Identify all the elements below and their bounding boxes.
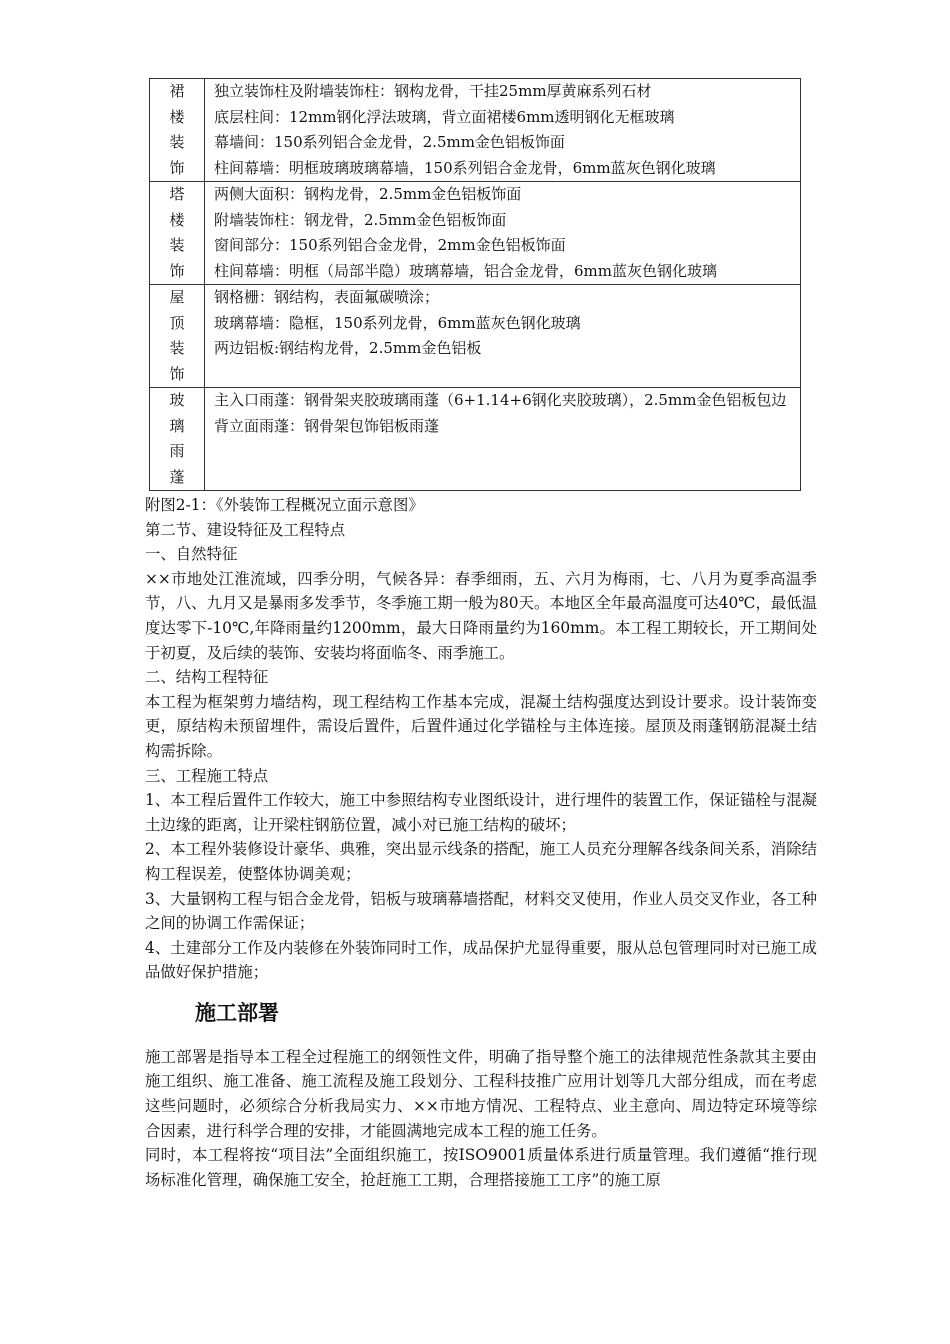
table-row (150, 79, 801, 182)
chapter-heading: 施工部署 (195, 1000, 279, 1025)
table-line: 幕墙间：150系列铝合金龙骨，2.5mm金色铝板饰面 (214, 133, 565, 151)
paragraph: ××市地处江淮流域，四季分明，气候各异：春季细雨，五、六月为梅雨，七、八月为夏季高温季节，八、九月又是暴雨多发季节，冬季施工期一般为80天。本地区全年最高温度可达40℃，最低温度达零下-10℃,年降雨量约1200mm，最大日降雨量约为160mm。本工程工期较长，开工期间处于初夏，及后续的装饰、安装均将面临冬、雨季施工。 (145, 569, 818, 662)
table-line: 独立装饰柱及附墙装饰柱：钢构龙骨，干挂25mm厚黄麻系列石材 (214, 82, 652, 100)
row-header: 塔 楼 装 饰 (150, 182, 205, 285)
table-line: 玻璃幕墙：隐框，150系列龙骨，6mm蓝灰色钢化玻璃 (214, 313, 581, 332)
row-header: 裙 楼 装 饰 (150, 79, 205, 182)
table-line: 钢格栅：钢结构，表面氟碳喷涂； (214, 288, 440, 306)
table-row (150, 388, 801, 491)
subsection-title: 一、自然特征 (145, 545, 238, 564)
table-line: 柱间幕墙：明框玻璃玻璃幕墙，150系列铝合金龙骨，6mm蓝灰色钢化玻璃 (214, 158, 716, 177)
table-line: 附墙装饰柱：钢龙骨，2.5mm金色铝板饰面 (214, 210, 507, 229)
row-content (205, 182, 801, 285)
row-content (205, 285, 801, 388)
row-header: 屋 顶 装 饰 (150, 285, 205, 388)
table-line: 柱间幕墙：明框（局部半隐）玻璃幕墙，铝合金龙骨，6mm蓝灰色钢化玻璃 (214, 261, 717, 280)
list-item: 2、本工程外装修设计豪华、典雅，突出显示线条的搭配，施工人员充分理解各线条间关系，消除结构工程误差，使整体协调美观； (145, 840, 817, 883)
table-line: 窗间部分：150系列铝合金龙骨，2mm金色铝板饰面 (214, 236, 566, 254)
paragraph: 本工程为框架剪力墙结构，现工程结构工作基本完成，混凝土结构强度达到设计要求。设计装饰变更，原结构未预留埋件，需设后置件，后置件通过化学锚栓与主体连接。屋顶及雨蓬钢筋混凝土结构需拆除。 (145, 692, 817, 760)
subsection-title: 二、结构工程特征 (145, 668, 269, 687)
subsection-title: 三、工程施工特点 (145, 766, 269, 785)
table-row (150, 285, 801, 388)
table-line: 背立面雨蓬：钢骨架包饰铝板雨蓬 (214, 416, 440, 435)
list-item: 4、土建部分工作及内装修在外装饰同时工作，成品保护尤显得重要，服从总包管理同时对已施工成品做好保护措施； (145, 938, 817, 982)
row-content (205, 79, 801, 182)
table-row (150, 182, 801, 285)
list-item: 1、本工程后置件工作较大，施工中参照结构专业图纸设计，进行埋件的装置工作，保证锚栓与混凝土边缘的距离，让开梁柱钢筋位置，减小对已施工结构的破坏； (145, 791, 817, 834)
table-line: 底层柱间：12mm钢化浮法玻璃，背立面裙楼6mm透明钢化无框玻璃 (214, 107, 675, 126)
figure-caption: 附图2-1：《外装饰工程概况立面示意图》 (145, 496, 424, 514)
table-line: 两边铝板:钢结构龙骨，2.5mm金色铝板 (214, 339, 482, 357)
facade-table (149, 78, 801, 491)
row-content (205, 388, 801, 491)
row-header: 玻 璃 雨 蓬 (150, 388, 205, 491)
document-page (145, 78, 817, 1192)
table-line: 两侧大面积：钢构龙骨，2.5mm金色铝板饰面 (214, 185, 522, 203)
list-item: 3、大量钢构工程与铝合金龙骨，铝板与玻璃幕墙搭配，材料交叉使用，作业人员交叉作业，各工种之间的协调工作需保证； (145, 889, 817, 933)
section-title: 第二节、建设特征及工程特点 (145, 520, 346, 539)
paragraph: 施工部署是指导本工程全过程施工的纲领性文件，明确了指导整个施工的法律规范性条款其主要由施工组织、施工准备、施工流程及施工段划分、工程科技推广应用计划等几大部分组成，而在考虑这些问题时，必须综合分析我局实力、××市地方情况、工程特点、业主意向、周边特定环境等综合因素，进行科学合理的安排，才能圆满地完成本工程的施工任务。 (145, 1047, 817, 1140)
paragraph: 同时，本工程将按“项目法”全面组织施工，按ISO9001质量体系进行质量管理。我们遵循“推行现场标准化管理，确保施工安全，抢赶施工工期，合理搭接施工工序”的施工原 (145, 1146, 817, 1189)
table-line: 主入口雨蓬：钢骨架夹胶玻璃雨蓬（6+1.14+6钢化夹胶玻璃），2.5mm金色铝板包边 (214, 391, 787, 409)
